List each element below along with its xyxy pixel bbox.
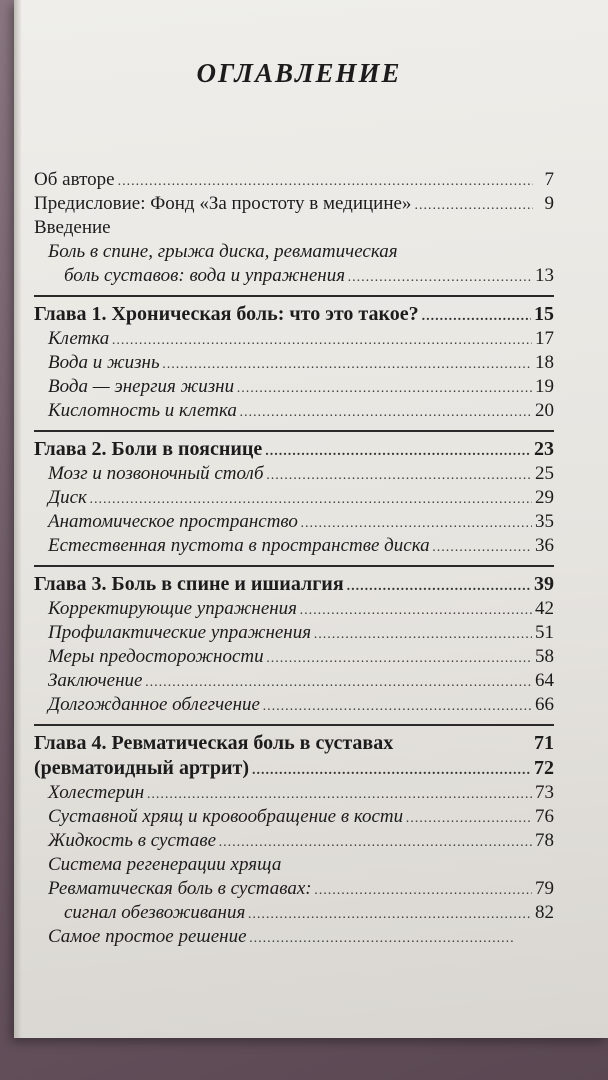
toc-entry-label: Суставной хрящ и кровообращение в кости [48,806,404,827]
chapter-title: (ревматоидный артрит) [34,757,250,779]
toc-entry-label: Вода и жизнь [48,352,160,373]
dot-leader [145,675,532,691]
chapter-title: Глава 4. Ревматическая боль в суставах [34,732,394,754]
toc-entry-label: Естественная пустота в пространстве диска [48,535,430,556]
toc-page-number: 15 [534,303,554,325]
dot-leader [250,931,514,947]
toc-entry[interactable] [34,926,554,950]
dot-leader [265,444,531,460]
dot-leader [163,357,532,373]
toc-entry[interactable] [34,511,554,535]
divider [34,295,554,297]
toc-page-number: 9 [544,193,554,214]
dot-leader [422,309,531,325]
toc-entry[interactable] [34,782,554,806]
toc-page-number: 36 [535,535,554,556]
toc-page-number: 72 [534,757,554,779]
toc-chapter-4-line2[interactable] [34,757,554,782]
toc-page-number: 64 [535,670,554,691]
toc-page-number: 20 [535,400,554,421]
toc-entry[interactable] [34,463,554,487]
toc-chapter-2[interactable] [34,438,554,463]
toc-entry[interactable] [34,376,554,400]
toc-page-number: 39 [534,573,554,595]
toc-page-number: 71 [534,732,554,754]
toc-entry-label: Холестерин [48,782,145,803]
toc-page-number: 17 [535,328,554,349]
dot-leader [406,811,532,827]
toc-entry[interactable] [34,598,554,622]
toc-page-number: 58 [535,646,554,667]
toc-entry-introduction[interactable]: Введение [34,217,111,238]
toc-page-number: 7 [544,169,554,190]
toc-entry[interactable] [34,622,554,646]
dot-leader [347,579,531,595]
toc-entry-label: Мозг и позвоночный столб [48,463,264,484]
dot-leader [90,492,532,508]
chapter-title: Глава 3. Боль в спине и ишиалгия [34,573,344,595]
toc-entry[interactable] [34,535,554,559]
toc-entry-label: Профилактические упражнения [48,622,312,643]
dot-leader [147,787,532,803]
divider [34,724,554,726]
toc-page-number: 51 [535,622,554,643]
toc-entry[interactable] [34,854,554,878]
toc-entry-preface[interactable] [34,193,554,217]
dot-leader [112,333,532,349]
toc-chapter-4-line1[interactable] [34,732,554,757]
toc-entry-label: Ревматическая боль в суставах: [48,878,312,899]
dot-leader [252,763,531,779]
dot-leader [240,405,532,421]
toc-entry-label: Предисловие: Фонд «За простоту в медицине» [34,193,412,214]
toc-chapter-3[interactable] [34,573,554,598]
toc-entry[interactable] [34,487,554,511]
divider [34,565,554,567]
toc-entry[interactable] [34,806,554,830]
toc-page-number: 79 [535,878,554,899]
toc-page-number: 82 [535,902,554,923]
page-edge-shadow [14,0,22,1038]
toc-entry-label: Заключение [48,670,143,691]
chapter-title: Глава 1. Хроническая боль: что это такое? [34,303,419,325]
toc-entry[interactable] [34,400,554,424]
toc-chapter-1[interactable] [34,303,554,328]
table-of-contents [34,58,554,950]
toc-page-number: 66 [535,694,554,715]
chapter-title: Глава 2. Боли в пояснице [34,438,263,460]
toc-entry-label: Клетка [48,328,110,349]
dot-leader [263,699,532,715]
toc-entry[interactable] [34,352,554,376]
dot-leader [248,907,532,923]
toc-entry[interactable] [34,830,554,854]
dot-leader [315,883,532,899]
toc-page-number: 25 [535,463,554,484]
toc-entry-label: Жидкость в суставе [48,830,217,851]
toc-entry-label: боль суставов: вода и упражнения [64,265,346,286]
toc-page-number: 19 [535,376,554,397]
toc-entry-label: Диск [48,487,87,508]
toc-entry-label: Вода — энергия жизни [48,376,235,397]
dot-leader [314,627,532,643]
dot-leader [414,198,533,214]
dot-leader [267,651,532,667]
toc-entry[interactable] [34,670,554,694]
toc-entry-label: Корректирующие упражнения [48,598,298,619]
toc-entry-intro-line2[interactable] [34,265,554,289]
toc-page-number: 29 [535,487,554,508]
dot-leader [433,540,532,556]
dot-leader [301,516,532,532]
toc-page-number: 18 [535,352,554,373]
toc-page-number: 42 [535,598,554,619]
toc-page-number: 73 [535,782,554,803]
toc-entry-label: Самое простое решение [48,926,247,947]
toc-entry-label: Меры предосторожности [48,646,264,667]
dot-leader [118,174,533,190]
toc-entry-about-author[interactable] [34,169,554,193]
toc-entry[interactable] [34,902,554,926]
toc-entry[interactable] [34,694,554,718]
toc-page-number: 35 [535,511,554,532]
toc-entry-label: Об авторе [34,169,115,190]
toc-entry-label: Долгожданное облегчение [48,694,260,715]
toc-entry-label: Анатомическое пространство [48,511,298,532]
dot-leader [348,270,532,286]
dot-leader [237,381,532,397]
dot-leader [219,835,532,851]
toc-entry[interactable] [34,878,554,902]
toc-entry-label: сигнал обезвоживания [64,902,246,923]
toc-entry[interactable] [34,328,554,352]
toc-page-number: 76 [535,806,554,827]
divider [34,430,554,432]
toc-entry-label: Кислотность и клетка [48,400,237,421]
toc-page-number: 78 [535,830,554,851]
toc-entry[interactable] [34,646,554,670]
dot-leader [267,468,532,484]
toc-title: ОГЛАВЛЕНИЕ [196,58,402,88]
dot-leader [300,603,532,619]
toc-entry-intro-line1[interactable]: Боль в спине, грыжа диска, ревматическая [48,241,398,262]
toc-page-number: 23 [534,438,554,460]
toc-page-number: 13 [535,265,554,286]
toc-entry-label: Система регенерации хряща [48,854,282,875]
